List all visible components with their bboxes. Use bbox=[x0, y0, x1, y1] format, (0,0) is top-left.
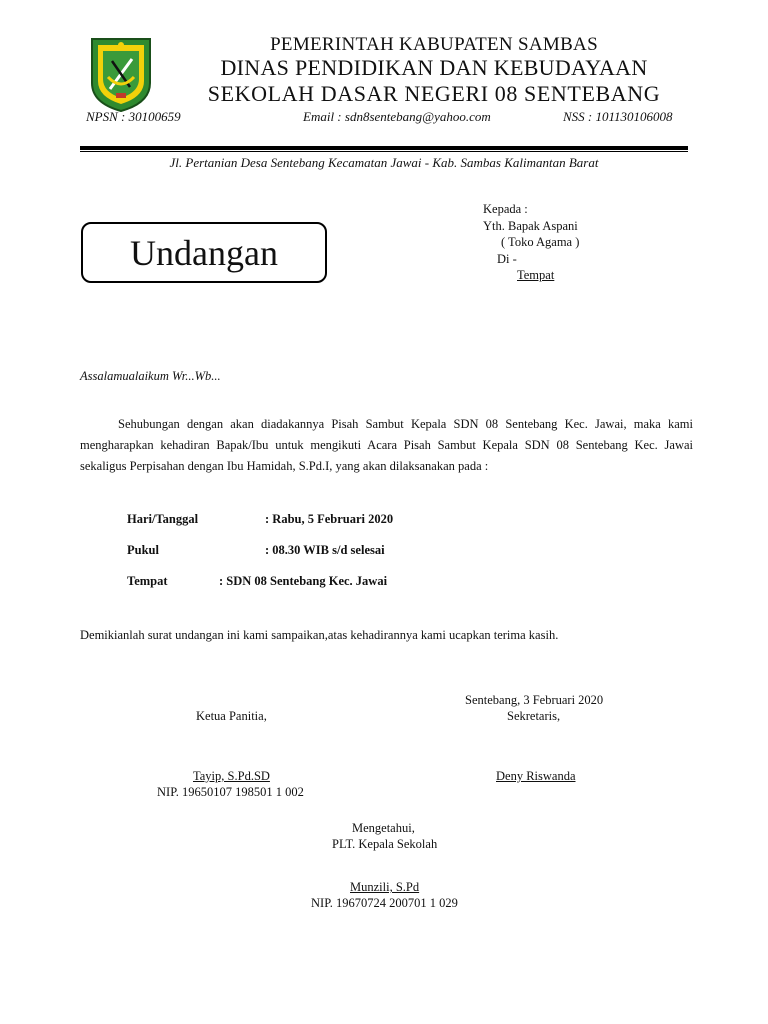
acknowledge-role: PLT. Kepala Sekolah bbox=[332, 837, 438, 851]
recipient-di: Di - bbox=[497, 251, 517, 266]
detail-label-time: Pukul bbox=[127, 543, 159, 557]
greeting: Assalamualaikum Wr...Wb... bbox=[80, 369, 221, 383]
letterhead-divider-thick bbox=[80, 146, 688, 150]
letterhead-school: SEKOLAH DASAR NEGERI 08 SENTEBANG bbox=[207, 81, 661, 106]
closing-text: Demikianlah surat undangan ini kami sampaikan,atas kehadirannya kami ucapkan terima kasih. bbox=[80, 628, 559, 642]
signature-right-name: Deny Riswanda bbox=[496, 769, 576, 783]
recipient-name: Yth. Bapak Aspani bbox=[483, 218, 578, 233]
letter-title: Undangan bbox=[130, 232, 278, 273]
detail-label-place: Tempat bbox=[127, 574, 168, 588]
nss-text: NSS : 101130106008 bbox=[563, 109, 673, 124]
recipient-block bbox=[483, 201, 579, 284]
signature-left-role: Ketua Panitia, bbox=[196, 709, 267, 723]
acknowledge-label: Mengetahui, bbox=[352, 821, 415, 835]
recipient-place: Tempat bbox=[517, 268, 555, 282]
npsn-text: NPSN : 30100659 bbox=[86, 109, 181, 124]
letterhead-government: PEMERINTAH KABUPATEN SAMBAS bbox=[270, 34, 598, 55]
signature-left-nip: NIP. 19650107 198501 1 002 bbox=[157, 785, 304, 799]
school-address: Jl. Pertanian Desa Sentebang Kecamatan Jawai - Kab. Sambas Kalimantan Barat bbox=[169, 155, 599, 170]
detail-value-time: : 08.30 WIB s/d selesai bbox=[265, 543, 385, 557]
email-text: Email : sdn8sentebang@yahoo.com bbox=[303, 109, 491, 124]
letter-date: Sentebang, 3 Februari 2020 bbox=[465, 693, 604, 707]
detail-label-date: Hari/Tanggal bbox=[127, 512, 199, 526]
body-paragraph: Sehubungan dengan akan diadakannya Pisah Sambut Kepala SDN 08 Sentebang Kec. Jawai, maka kami mengharapkan kehadiran Bapak/Ibu untuk mengikuti Acara Pisah Sambut Kepala SDN 08 Sentebang Kec. Jawai sekaligus Perpisahan dengan Ibu Hamidah, S.Pd.I, yang akan dilaksanakan pada : bbox=[80, 417, 693, 473]
head-name: Munzili, S.Pd bbox=[350, 880, 420, 894]
detail-value-date: : Rabu, 5 Februari 2020 bbox=[265, 512, 394, 526]
letterhead-divider-thin bbox=[80, 151, 688, 152]
letter-title-box bbox=[81, 222, 327, 283]
signature-right-role: Sekretaris, bbox=[507, 709, 561, 723]
recipient-label: Kepada : bbox=[483, 202, 528, 216]
signature-left-name: Tayip, S.Pd.SD bbox=[193, 769, 270, 783]
letterhead-agency: DINAS PENDIDIKAN DAN KEBUDAYAAN bbox=[220, 55, 648, 80]
detail-value-place: : SDN 08 Sentebang Kec. Jawai bbox=[219, 574, 388, 588]
head-nip: NIP. 19670724 200701 1 029 bbox=[311, 896, 458, 910]
recipient-role: ( Toko Agama ) bbox=[501, 235, 580, 249]
